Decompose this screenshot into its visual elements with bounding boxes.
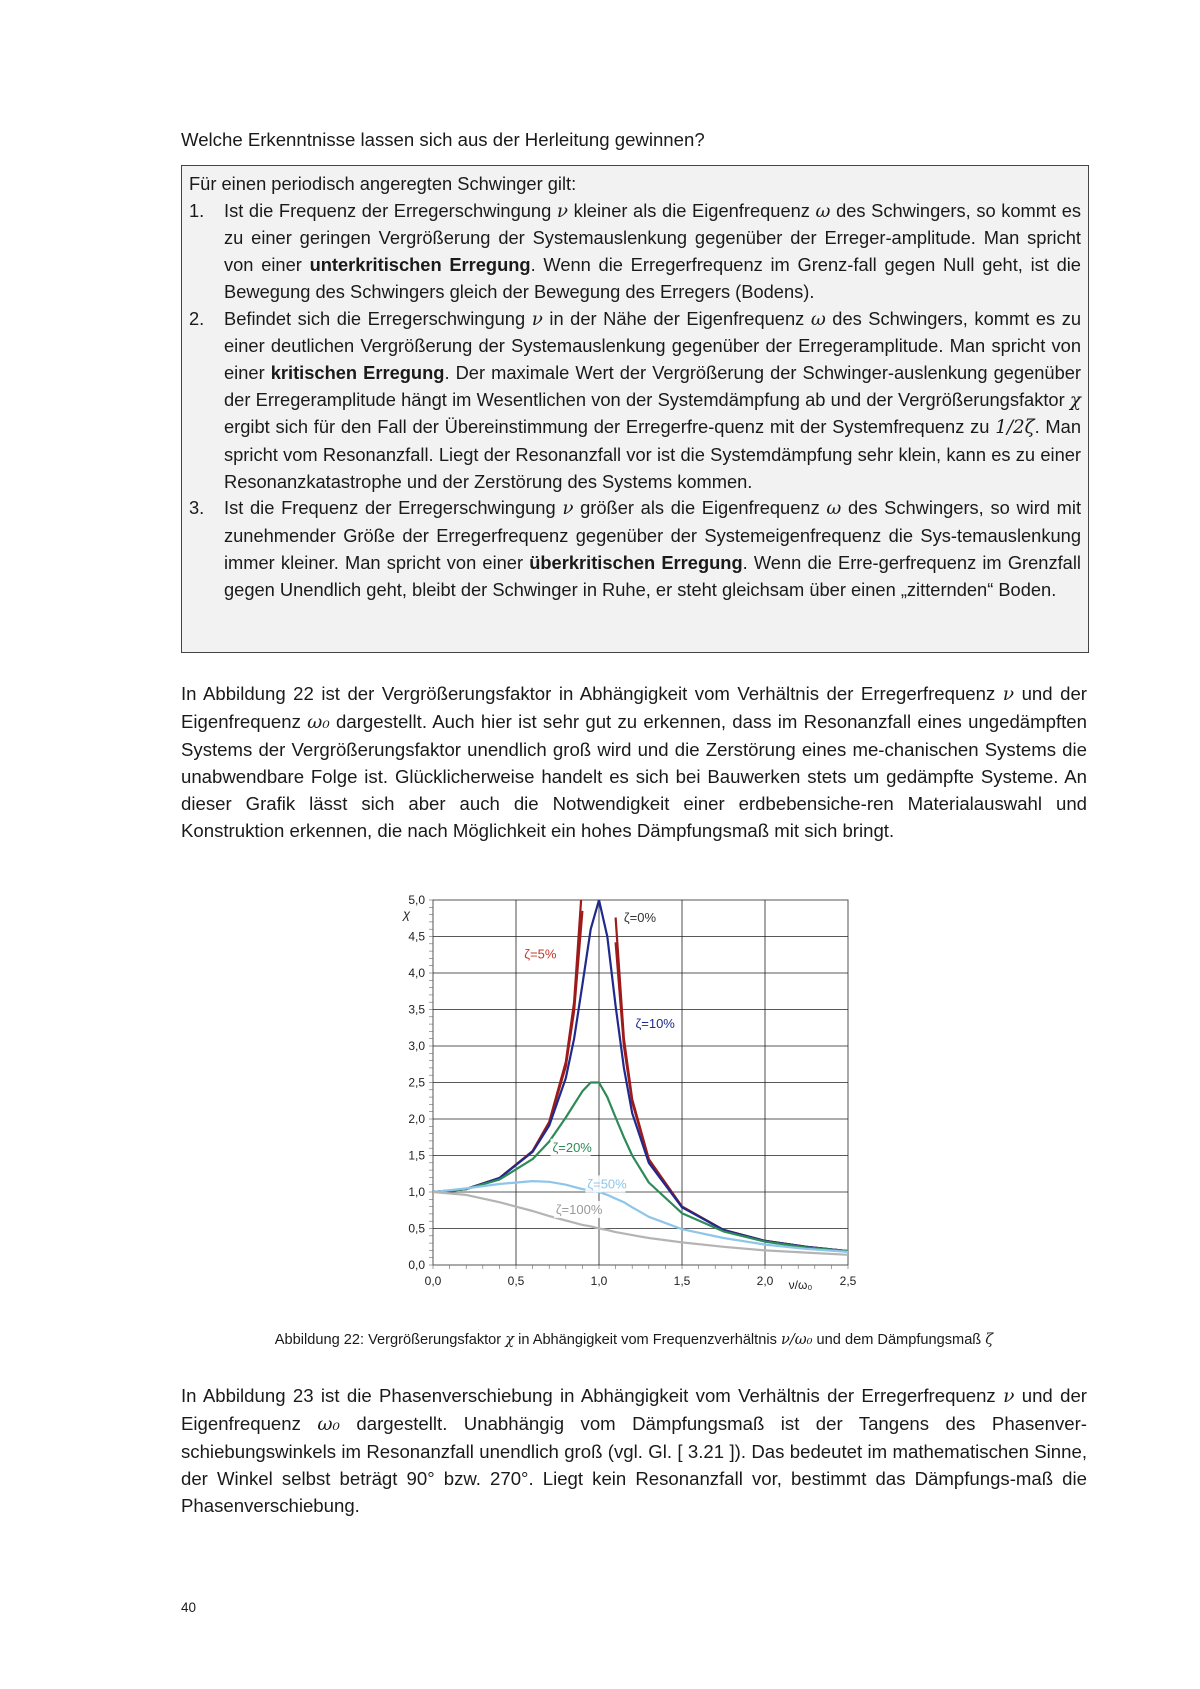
item-text: . Man spricht vom Resonanzfall. Liegt der Resonanzfall vor ist die Systemdämpfung sehr klein, kann es zu einer Resonanzkatastrophe und der Zerstörung des Systems kommen. <box>224 416 1081 492</box>
caption-text: und dem Dämpfungsmaß <box>812 1332 986 1348</box>
symbol-frequency-ratio: ν/ω₀ <box>780 1331 813 1348</box>
caption-text: in Abhängigkeit vom Frequenzverhältnis <box>514 1332 781 1348</box>
item-text: in der Nähe der Eigenfrequenz <box>542 307 811 329</box>
x-tick-label: 2,5 <box>839 1274 857 1288</box>
para-text: In Abbildung 23 ist die Phasenverschiebung in Abhängigkeit vom Verhältnis der Erregerfrequenz <box>181 1385 1004 1406</box>
series-label: ζ=100% <box>555 1201 603 1217</box>
finding-item-3 <box>189 495 1081 603</box>
item-text: Ist die Frequenz der Erregerschwingung <box>224 199 557 221</box>
symbol-nu: ν <box>562 498 574 520</box>
item-text: des Schwingers, kommt es zu einer deutlichen Vergrößerung der Systemauslenkung gegenüber der Erregeramplitude. Man spricht von einer <box>224 307 1081 383</box>
symbol-nu: ν <box>1003 1386 1015 1407</box>
para-text: und der Eigenfrequenz <box>181 683 1087 732</box>
series-label: ζ=0% <box>623 909 657 925</box>
item-text: Befindet sich die Erregerschwingung <box>224 307 532 329</box>
paragraph-figure-22 <box>181 680 1087 844</box>
x-axis-label: ν/ω₀ <box>788 1278 813 1292</box>
y-tick-label: 3,0 <box>408 1039 425 1053</box>
item-number: 2. <box>189 307 205 329</box>
y-tick-label: 1,0 <box>408 1185 425 1199</box>
formula-one-over-two-zeta: 1/2ζ <box>995 417 1035 439</box>
summary-box <box>181 165 1089 653</box>
y-tick-label: 0,0 <box>408 1258 425 1272</box>
item-text: . Wenn die Erregerfrequenz im Grenz-fall gegen Null geht, ist die Bewegung des Schwingers gleich der Bewegung des Erregers (Bodens). <box>224 254 1081 302</box>
x-tick-label: 1,5 <box>673 1274 691 1288</box>
para-text: und der Eigenfrequenz <box>181 1385 1087 1434</box>
x-tick-label: 0,5 <box>507 1274 525 1288</box>
item-text: Ist die Frequenz der Erregerschwingung <box>224 497 563 519</box>
bold-term: unterkritischen Erregung <box>309 254 531 276</box>
series-label: ζ=50% <box>587 1176 627 1192</box>
y-axis-label: χ <box>403 906 411 922</box>
x-tick-label: 0,0 <box>424 1274 442 1288</box>
symbol-nu: ν <box>556 200 568 222</box>
series-label: ζ=5% <box>524 946 557 962</box>
symbol-omega-zero: ω₀ <box>307 712 330 733</box>
item-text: des Schwingers, so wird mit zunehmender Größe der Erregerfrequenz gegenüber der Systemeigenfrequenz die Sys-temauslenkung immer kleiner. Man spricht von einer <box>224 497 1082 573</box>
bold-term: kritischen Erregung <box>270 361 445 383</box>
finding-item-1 <box>189 198 1081 306</box>
symbol-nu: ν <box>531 308 543 330</box>
y-tick-label: 4,0 <box>408 966 425 980</box>
y-tick-label: 5,0 <box>408 893 425 907</box>
para-text: dargestellt. Auch hier ist sehr gut zu erkennen, dass im Resonanzfall eines ungedämpften Systems der Vergrößerungsfaktor unendlich groß wird und die Zerstörung eines me-chanischen Systems die unabwendbare Folge ist. Glücklicherweise handelt es sich bei Bauwerken stets um gedämpfte Systeme. An dieser Grafik lässt sich aber auch die Notwendigkeit einer erdbebensiche-ren Materialauswahl und Konstruktion erkennen, die nach Möglichkeit ein hohes Dämpfungsmaß mit sich bringt. <box>181 711 1087 841</box>
item-text: . Der maximale Wert der Vergrößerung der Schwinger-auslenkung gegenüber der Erregeramplitude hängt im Wesentlichen von der Systemdämpfung ab und der Vergrößerungsfaktor <box>224 361 1082 410</box>
item-number: 3. <box>189 497 205 519</box>
paragraph-figure-23 <box>181 1382 1087 1519</box>
page-number: 40 <box>181 1600 197 1615</box>
y-tick-label: 0,5 <box>408 1221 425 1236</box>
symbol-chi: χ <box>505 1331 515 1348</box>
bold-term: überkritischen Erregung <box>529 551 743 573</box>
item-text: kleiner als die Eigenfrequenz <box>568 199 816 221</box>
y-tick-label: 2,0 <box>408 1112 425 1126</box>
symbol-omega: ω <box>826 498 842 520</box>
symbol-omega: ω <box>810 308 826 330</box>
symbol-chi: χ <box>1069 389 1081 411</box>
question-heading: Welche Erkenntnisse lassen sich aus der Herleitung gewinnen? <box>181 129 705 150</box>
item-text: . Wenn die Erre-gerfrequenz im Grenzfall gegen Unendlich geht, bleibt der Schwinger in Ruhe, er steht gleichsam über einen „zitternden“ Boden. <box>224 551 1081 600</box>
item-number: 1. <box>189 199 205 221</box>
y-tick-label: 1,5 <box>408 1148 425 1163</box>
findings-list <box>189 198 1081 604</box>
y-tick-label: 2,5 <box>408 1075 425 1090</box>
box-intro: Für einen periodisch angeregten Schwinger gilt: <box>189 173 577 194</box>
y-tick-label: 4,5 <box>408 929 425 944</box>
series-label: ζ=10% <box>635 1015 675 1031</box>
item-text: ergibt sich für den Fall der Übereinstimmung der Erregerfre-quenz mit der Systemfrequenz zu <box>224 416 996 438</box>
symbol-nu: ν <box>1002 684 1015 705</box>
magnification-factor-chart <box>380 880 870 1320</box>
y-tick-label: 3,5 <box>408 1002 425 1017</box>
item-text: größer als die Eigenfrequenz <box>573 497 827 519</box>
finding-item-2 <box>189 306 1081 496</box>
x-tick-label: 2,0 <box>756 1274 774 1288</box>
caption-text: Abbildung 22: Vergrößerungsfaktor <box>274 1332 506 1348</box>
para-text: In Abbildung 22 ist der Vergrößerungsfaktor in Abhängigkeit vom Verhältnis der Erregerfrequenz <box>181 683 1003 704</box>
symbol-zeta: ζ <box>985 1331 994 1348</box>
item-text: des Schwingers, so kommt es zu einer geringen Vergrößerung der Systemauslenkung gegenüber der Erreger-amplitude. Man spricht von einer <box>224 199 1081 276</box>
para-text: dargestellt. Unabhängig vom Dämpfungsmaß ist der Tangens des Phasenver-schiebungswinkels im Resonanzfall unendlich groß (vgl. Gl. [ 3.21 ]). Das bedeutet im mathematischen Sinne, der Winkel selbst beträgt 90° bzw. 270°. Liegt kein Resonanzfall vor, bestimmt das Dämpfungs-maß die Phasenverschiebung. <box>181 1413 1087 1516</box>
symbol-omega-zero: ω₀ <box>317 1414 340 1435</box>
series-label: ζ=20% <box>552 1139 592 1155</box>
x-tick-label: 1,0 <box>590 1274 608 1288</box>
figure-caption <box>181 1330 1087 1350</box>
symbol-omega: ω <box>815 200 831 222</box>
